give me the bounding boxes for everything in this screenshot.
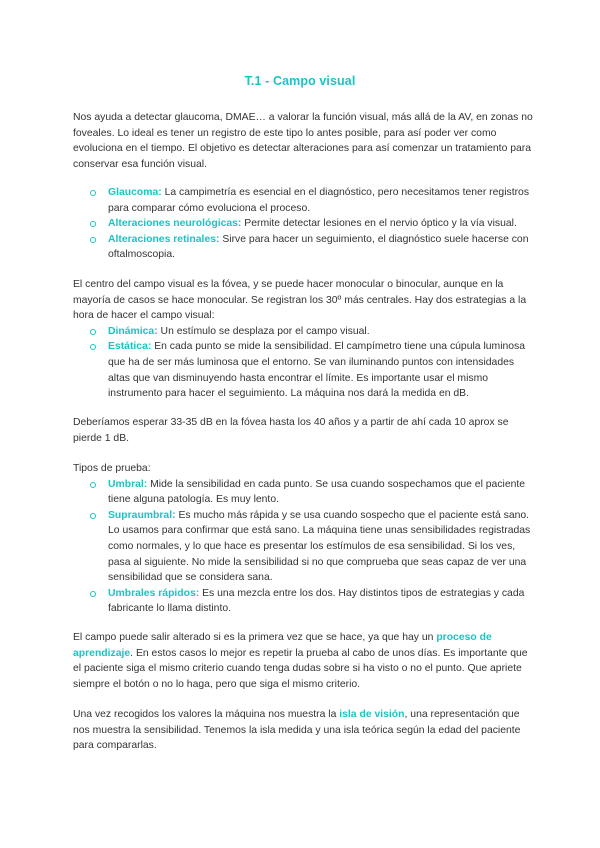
circle-bullet-icon bbox=[90, 221, 96, 227]
item-text: Es mucho más rápida y se usa cuando sospecho que el paciente está sano. Lo usamos para confirmar que está sano. La máquina tiene unas sensibilidades registradas como normales, y lo que hace es presentar los estímulos de esa sensibilidad. Si los ves, pasa al siguiente. No mide la sensibilidad si no que comprueba que seas capaz de ver una sensibilidad que se considera sana. bbox=[108, 509, 531, 584]
item-term: Umbrales rápidos: bbox=[108, 587, 200, 599]
item-text: Un estímulo se desplaza por el campo visual. bbox=[157, 325, 370, 337]
center-paragraph: El centro del campo visual es la fóvea, y se puede hacer monocular o binocular, aunque en la mayoría de casos se hace monocular. Se registran los 30º más centrales. Hay dos estrategias a la hora de hacer el campo visual: bbox=[73, 279, 527, 322]
item-text: Mide la sensibilidad en cada punto. Se usa cuando sospechamos que el paciente tiene alguna patología. Es muy lento. bbox=[108, 478, 526, 506]
list-item bbox=[73, 216, 533, 232]
list-item bbox=[73, 324, 533, 340]
item-term: Supraumbral: bbox=[108, 509, 176, 521]
strategies-list bbox=[73, 324, 533, 402]
circle-bullet-icon bbox=[90, 344, 96, 350]
intro-paragraph: Nos ayuda a detectar glaucoma, DMAE… a valorar la función visual, más allá de la AV, en zonas no foveales. Lo ideal es tener un registro de este tipo lo antes posible, para así poder ver como evoluciona en el tiempo. El objetivo es detectar alteraciones para así comenzar un tratamiento para conservar esa función visual. bbox=[73, 112, 533, 170]
list-item bbox=[73, 508, 533, 586]
tests-lead: Tipos de prueba: bbox=[73, 463, 151, 474]
island-paragraph bbox=[73, 707, 533, 754]
item-term: Alteraciones retinales: bbox=[108, 233, 220, 245]
learning-text-after: . En estos casos lo mejor es repetir la prueba al cabo de unos días. Es importante que el paciente siga el mismo criterio cuando tenga dudas sobre si ha visto o no el punto. Que apriete siempre el botón o no lo haga, pero que siga el mismo criterio. bbox=[73, 647, 528, 690]
uses-list bbox=[73, 185, 533, 263]
list-item bbox=[73, 232, 533, 263]
learning-paragraph bbox=[73, 630, 533, 692]
item-term: Estática: bbox=[108, 341, 152, 353]
item-text: Sirve para hacer un seguimiento, el diagnóstico suele hacerse con oftalmoscopia. bbox=[108, 233, 529, 261]
island-text-before: Una vez recogidos los valores la máquina nos muestra la bbox=[73, 709, 340, 720]
item-text: En cada punto se mide la sensibilidad. El campímetro tiene una cúpula luminosa que ha de ser más luminosa que el entorno. Se van iluminando puntos con intensidades altas que van disminuyendo hasta encontrar el límite. Es importante usar el mismo instrumento para hacer el seguimiento. La máquina nos dará la medida en dB. bbox=[108, 341, 526, 400]
list-item bbox=[73, 477, 533, 508]
page-title: T.1 - Campo visual bbox=[244, 74, 356, 88]
learning-term: proceso de aprendizaje bbox=[73, 632, 492, 659]
strategies-section bbox=[73, 277, 533, 402]
list-item bbox=[73, 586, 533, 617]
circle-bullet-icon bbox=[90, 237, 96, 243]
expected-paragraph: Deberíamos esperar 33-35 dB en la fóvea hasta los 40 años y a partir de ahí cada 10 aprox se pierde 1 dB. bbox=[73, 417, 509, 444]
item-term: Dinámica: bbox=[108, 325, 158, 337]
circle-bullet-icon bbox=[90, 190, 96, 196]
item-text: Es una mezcla entre los dos. Hay distintos tipos de estrategias y cada fabricante lo llama distinto. bbox=[108, 587, 525, 615]
item-term: Umbral: bbox=[108, 478, 148, 490]
list-item bbox=[73, 185, 533, 216]
circle-bullet-icon bbox=[90, 329, 96, 335]
item-term: Alteraciones neurológicas: bbox=[108, 218, 242, 230]
circle-bullet-icon bbox=[90, 482, 96, 488]
list-item bbox=[73, 339, 533, 401]
island-text-after: , una representación que nos muestra la sensibilidad. Tenemos la isla medida y una isla teórica según la edad del paciente para compararlas. bbox=[73, 709, 521, 752]
circle-bullet-icon bbox=[90, 591, 96, 597]
circle-bullet-icon bbox=[90, 513, 96, 519]
learning-text-before: El campo puede salir alterado si es la primera vez que se hace, ya que hay un bbox=[73, 632, 437, 643]
tests-list bbox=[73, 477, 533, 617]
item-text: La campimetría es esencial en el diagnóstico, pero necesitamos tener registros para comparar cómo evoluciona el proceso. bbox=[108, 187, 530, 214]
item-term: Glaucoma: bbox=[108, 187, 162, 198]
island-term: isla de visión bbox=[339, 709, 405, 720]
tests-section bbox=[73, 461, 533, 617]
item-text: Permite detectar lesiones en el nervio óptico y la vía visual. bbox=[241, 218, 517, 230]
